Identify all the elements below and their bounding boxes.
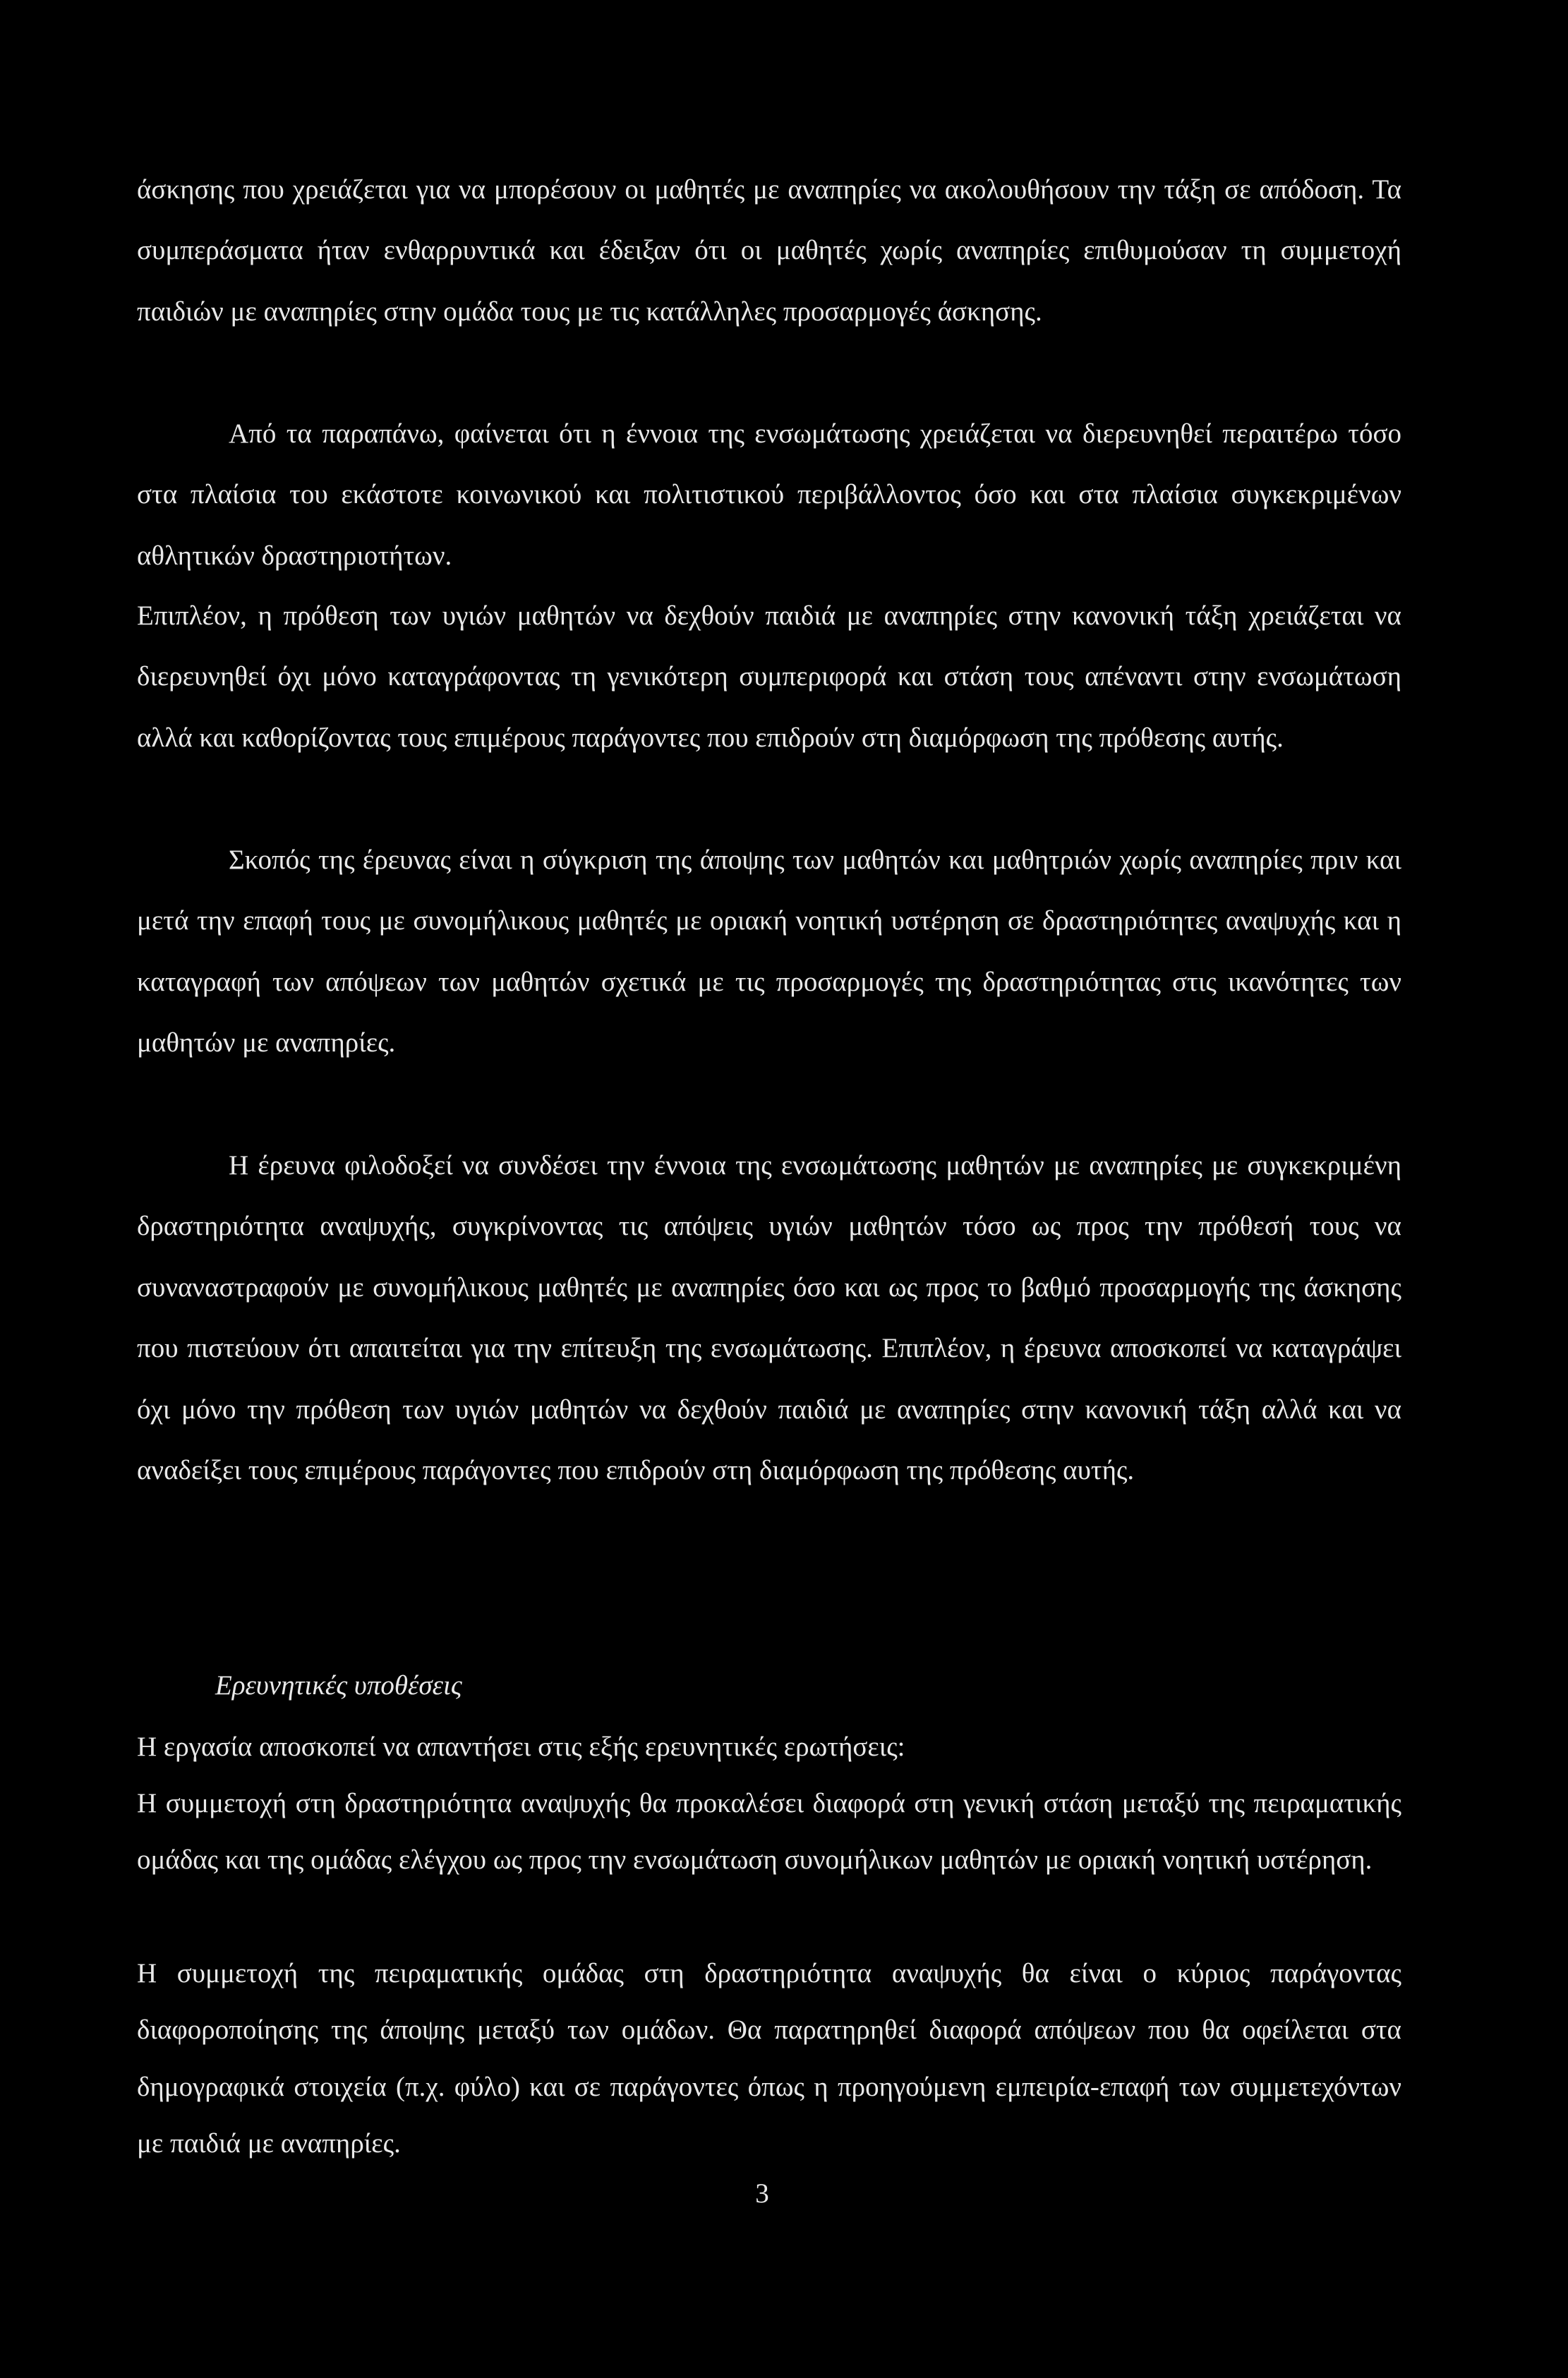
paragraph-continuation — [137, 159, 1401, 342]
paragraph-text: Σκοπός της έρευνας είναι η σύγκριση της άποψης των μαθητών και μαθητριών χωρίς αναπηρίες πριν και μετά την επαφή τους με συνομήλικους μαθητές με οριακή νοητική υστέρηση σε δραστηριότητες αναψυχής και η καταγραφή των απόψεων των μαθητών σχετικά με τις προσαρμογές της δραστηριότητας στις ικανότητες των μαθητών με αναπηρίες. — [137, 845, 1401, 1058]
hypothesis-text: Η συμμετοχή στη δραστηριότητα αναψυχής θα προκαλέσει διαφορά στη γενική στάση μεταξύ της πειραματικής ομάδας και της ομάδας ελέγχου ως προς την ενσωμάτωση συνομήλικων μαθητών με οριακή νοητική υστέρηση. — [137, 1788, 1401, 1876]
hypothesis-text: Η συμμετοχή της πειραματικής ομάδας στη δραστηριότητα αναψυχής θα είναι ο κύριος παράγοντας διαφοροποίησης της άποψης μεταξύ των ομάδων. Θα παρατηρηθεί διαφορά απόψεων που θα οφείλεται στα δημογραφικά στοιχεία (π.χ. φύλο) και σε παράγοντες όπως η προηγούμενη εμπειρία-επαφή των συμμετεχόντων με παιδιά με αναπηρίες. — [137, 1958, 1401, 2159]
paragraph-3 — [137, 586, 1401, 768]
paragraph-2 — [137, 404, 1401, 586]
hypotheses-intro — [137, 1719, 1401, 1775]
paragraph-research-goal — [137, 1135, 1401, 1501]
paragraph-aim — [137, 830, 1401, 1074]
section-heading: Ερευνητικές υποθέσεις — [215, 1670, 462, 1701]
paragraph-text: Η έρευνα φιλοδοξεί να συνδέσει την έννοια της ενσωμάτωσης μαθητών με αναπηρίες με συγκεκριμένη δραστηριότητα αναψυχής, συγκρίνοντας τις απόψεις υγιών μαθητών τόσο ως προς την πρόθεσή τους να συναναστραφούν με συνομήλικους μαθητές με αναπηρίες όσο και ως προς το βαθμό προσαρμογής της άσκησης που πιστεύουν ότι απαιτείται για την επίτευξη της ενσωμάτωσης. Επιπλέον, η έρευνα αποσκοπεί να καταγράψει όχι μόνο την πρόθεση των υγιών μαθητών να δεχθούν παιδιά με αναπηρίες στην κανονική τάξη αλλά και να αναδείξει τους επιμέρους παράγοντες που επιδρούν στη διαμόρφωση της πρόθεσης αυτής. — [137, 1150, 1401, 1486]
page-number: 3 — [755, 2178, 769, 2209]
hypothesis-1 — [137, 1775, 1401, 1889]
paragraph-text: Επιπλέον, η πρόθεση των υγιών μαθητών να δεχθούν παιδιά με αναπηρίες στην κανονική τάξη χρειάζεται να διερευνηθεί όχι μόνο καταγράφοντας τη γενικότερη συμπεριφορά και στάση τους απέναντι στην ενσωμάτωση αλλά και καθορίζοντας τους επιμέρους παράγοντες που επιδρούν στη διαμόρφωση της πρόθεσης αυτής. — [137, 600, 1401, 753]
paragraph-text: Από τα παραπάνω, φαίνεται ότι η έννοια της ενσωμάτωσης χρειάζεται να διερευνηθεί περαιτέρω τόσο στα πλαίσια του εκάστοτε κοινωνικού και πολιτιστικού περιβάλλοντος όσο και στα πλαίσια συγκεκριμένων αθλητικών δραστηριοτήτων. — [137, 418, 1401, 571]
hypothesis-2 — [137, 1945, 1401, 2173]
paragraph-text: άσκησης που χρειάζεται για να μπορέσουν οι μαθητές με αναπηρίες να ακολουθήσουν την τάξη σε απόδοση. Τα συμπεράσματα ήταν ενθαρρυντικά και έδειξαν ότι οι μαθητές χωρίς αναπηρίες επιθυμούσαν τη συμμετοχή παιδιών με αναπηρίες στην ομάδα τους με τις κατάλληλες προσαρμογές άσκησης. — [137, 174, 1401, 327]
hypotheses-intro-text: Η εργασία αποσκοπεί να απαντήσει στις εξής ερευνητικές ερωτήσεις: — [137, 1732, 905, 1762]
